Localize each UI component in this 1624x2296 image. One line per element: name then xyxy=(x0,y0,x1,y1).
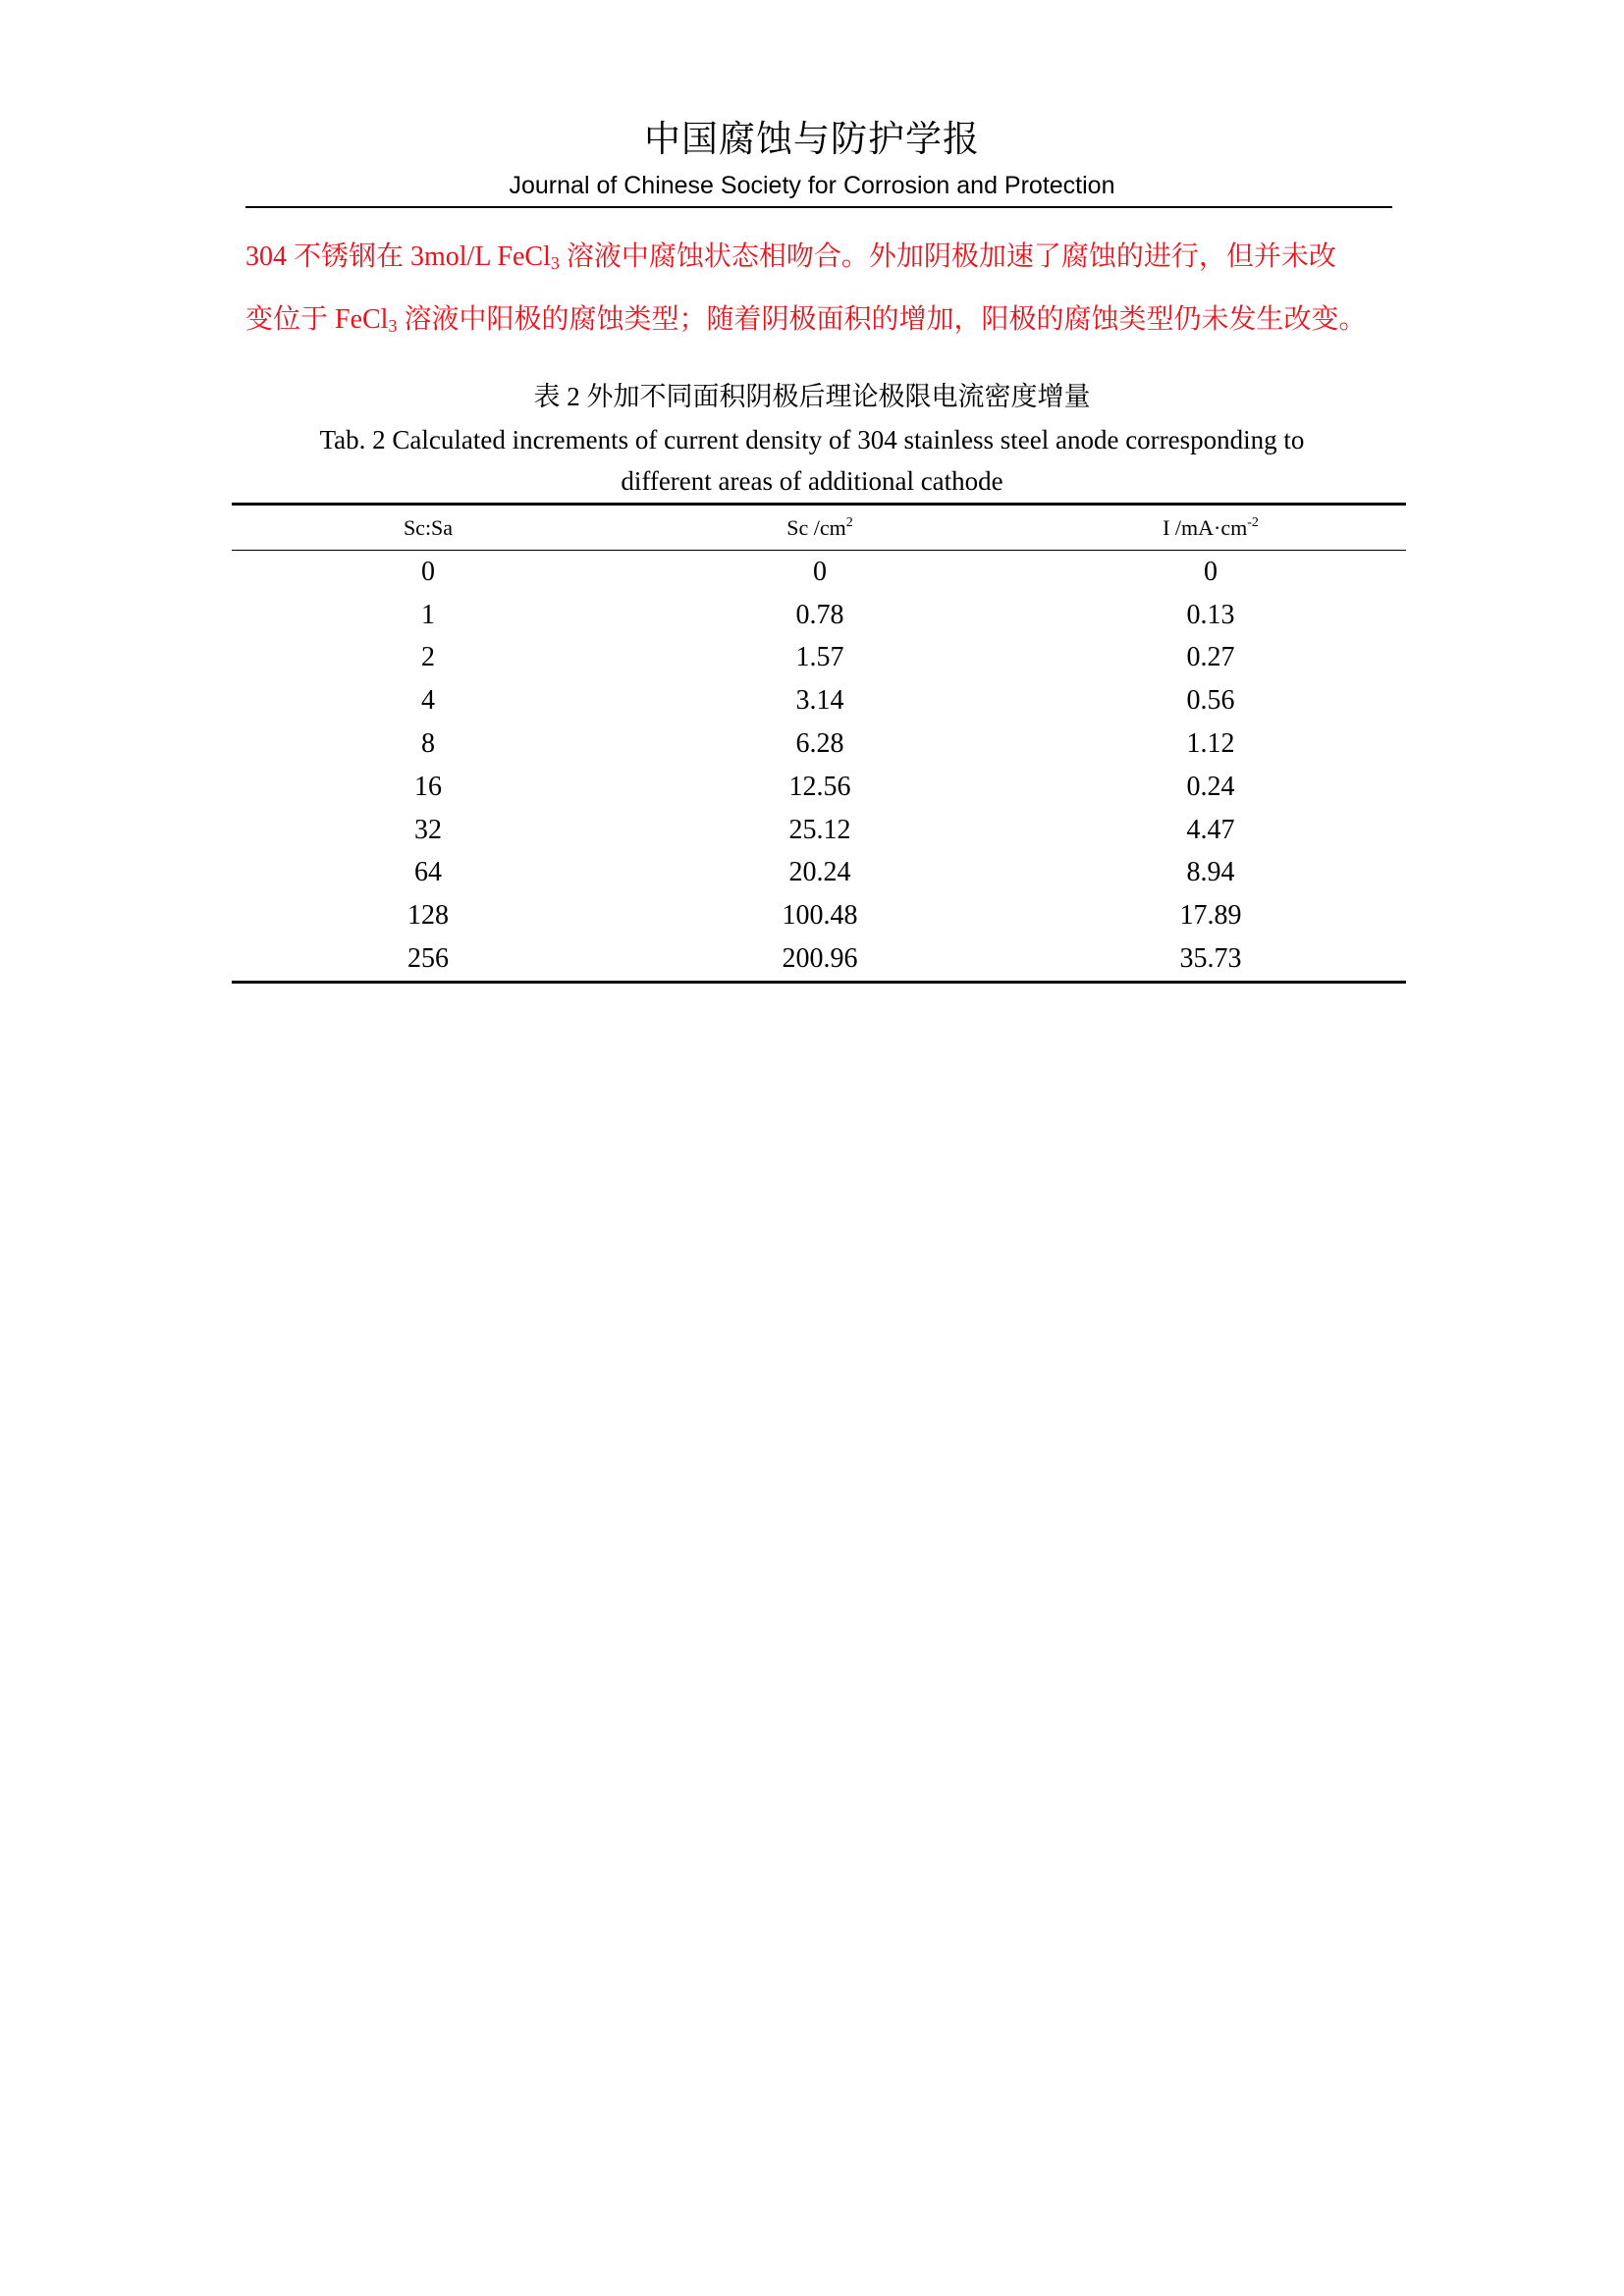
cell-area: 12.56 xyxy=(788,771,851,802)
cell-area: 100.48 xyxy=(782,900,858,932)
table-row xyxy=(232,852,1406,895)
table-row xyxy=(232,894,1406,937)
cell-ratio: 128 xyxy=(407,900,449,932)
header-cathode-area: Sc $/cm^2$ xyxy=(786,514,853,540)
data-table-container xyxy=(232,503,1406,984)
cell-current: 4.47 xyxy=(1186,814,1235,845)
cell-current: 0 xyxy=(1204,556,1218,587)
cell-current: 0.24 xyxy=(1186,771,1235,802)
cell-area: 3.14 xyxy=(795,685,844,717)
cell-ratio: 16 xyxy=(414,771,442,802)
table-caption-en-line-2: different areas of additional cathode xyxy=(621,466,1003,496)
data-table xyxy=(232,503,1406,984)
table-row xyxy=(232,551,1406,594)
cell-area: 20.24 xyxy=(788,857,851,888)
cell-area: 25.12 xyxy=(788,814,851,845)
table-body xyxy=(232,551,1406,983)
cell-current: 0.13 xyxy=(1186,599,1235,630)
header-divider xyxy=(245,206,1392,208)
cell-current: 8.94 xyxy=(1186,857,1235,888)
cell-current: 1.12 xyxy=(1186,728,1235,760)
cell-ratio: 64 xyxy=(414,857,442,888)
page-header xyxy=(0,116,1624,202)
journal-title-cn: 中国腐蚀与防护学报 xyxy=(644,118,980,160)
cell-area: 200.96 xyxy=(782,943,858,975)
paragraph-line-1: 304 不锈钢在 3mol/L FeCl$_3$ 溶液中腐蚀状态相吻合。外加阴极加速了腐蚀的进行，但并未改 xyxy=(245,241,1336,273)
cell-current: 17.89 xyxy=(1179,900,1242,932)
table-caption-cn: 表 2 外加不同面积阴极后理论极限电流密度增量 xyxy=(533,382,1091,411)
cell-ratio: 32 xyxy=(414,814,442,845)
table-row xyxy=(232,937,1406,982)
table-row xyxy=(232,594,1406,637)
header-current-density: I $/mA\cdot cm^{-2}$ xyxy=(1163,514,1259,540)
body-paragraph xyxy=(245,226,1394,351)
table-row xyxy=(232,766,1406,809)
cell-area: 1.57 xyxy=(795,642,844,673)
table-row xyxy=(232,679,1406,722)
table-row xyxy=(232,637,1406,680)
table-row xyxy=(232,722,1406,766)
table-caption-en-line-1: Tab. 2 Calculated increments of current density of 304 stainless steel anode corresponding to xyxy=(319,425,1305,454)
cell-ratio: 256 xyxy=(407,943,449,975)
cell-ratio: 8 xyxy=(421,728,435,760)
cell-ratio: 2 xyxy=(421,642,435,673)
cell-current: 0.27 xyxy=(1186,642,1235,673)
table-header xyxy=(232,505,1406,551)
table-header-row xyxy=(232,505,1406,551)
cell-ratio: 0 xyxy=(421,556,435,587)
journal-title-en: Journal of Chinese Society for Corrosion and Protection xyxy=(509,172,1115,199)
cell-area: 0 xyxy=(813,556,827,587)
cell-current: 35.73 xyxy=(1179,943,1242,975)
table-row xyxy=(232,809,1406,852)
cell-current: 0.56 xyxy=(1186,685,1235,717)
paragraph-line-2: 变位于 FeCl$_3$ 溶液中阳极的腐蚀类型；随着阴极面积的增加，阳极的腐蚀类型仍未发生改变。 xyxy=(245,304,1367,336)
cell-area: 6.28 xyxy=(795,728,844,760)
cell-area: 0.78 xyxy=(795,599,844,630)
header-ratio: Sc:Sa xyxy=(403,514,454,540)
cell-ratio: 1 xyxy=(421,599,435,630)
cell-ratio: 4 xyxy=(421,685,435,717)
